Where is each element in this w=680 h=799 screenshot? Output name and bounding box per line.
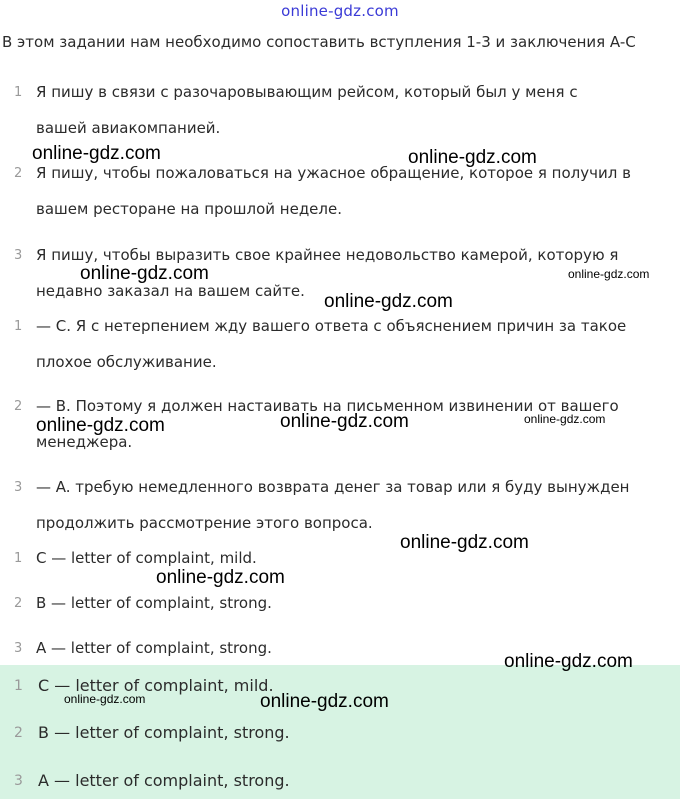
item-number: 3 [14, 480, 23, 495]
highlighted-answer-block [0, 665, 680, 799]
watermark: online-gdz.com [36, 415, 165, 436]
answer-text: C — letter of complaint, mild. [36, 549, 257, 567]
answer-text: A — letter of complaint, strong. [36, 639, 272, 657]
item-number: 3 [14, 773, 23, 789]
item-number: 1 [14, 319, 23, 334]
item-number: 3 [14, 248, 23, 263]
item-number: 2 [14, 166, 23, 181]
item-number: 2 [14, 399, 23, 414]
watermark: online-gdz.com [156, 567, 285, 588]
item-text-line: Я пишу, чтобы пожаловаться на ужасное обращение, которое я получил в [36, 164, 631, 182]
answer-text: A — letter of complaint, strong. [38, 771, 290, 790]
item-text-line: Я пишу, чтобы выразить свое крайнее недовольство камерой, которую я [36, 246, 619, 264]
item-text-line: Я пишу в связи с разочаровывающим рейсом, который был у меня с [36, 83, 578, 101]
answer-text: B — letter of complaint, strong. [36, 594, 272, 612]
watermark: online-gdz.com [64, 692, 146, 706]
watermark: online-gdz.com [32, 143, 161, 164]
item-number: 2 [14, 596, 23, 611]
item-text-line: вашей авиакомпанией. [36, 119, 221, 137]
watermark: online-gdz.com [324, 291, 453, 312]
item-text-line: — A. требую немедленного возврата денег за товар или я буду вынужден [36, 478, 630, 496]
watermark: online-gdz.com [280, 411, 409, 432]
item-text-line: недавно заказал на вашем сайте. [36, 282, 305, 300]
item-text-line: вашем ресторане на прошлой неделе. [36, 200, 342, 218]
watermark: online-gdz.com [504, 651, 633, 672]
item-number: 2 [14, 725, 23, 741]
watermark: online-gdz.com [568, 267, 650, 281]
watermark: online-gdz.com [400, 532, 529, 553]
item-text-line: менеджера. [36, 433, 133, 451]
watermark: online-gdz.com [80, 263, 209, 284]
item-number: 1 [14, 551, 23, 566]
item-text-line: — B. Поэтому я должен настаивать на письменном извинении от вашего [36, 397, 619, 415]
answer-text: C — letter of complaint, mild. [38, 676, 274, 695]
answer-text: B — letter of complaint, strong. [38, 723, 290, 742]
item-number: 1 [14, 678, 23, 694]
item-text-line: плохое обслуживание. [36, 353, 217, 371]
item-text-line: — C. Я с нетерпением жду вашего ответа с объяснением причин за такое [36, 317, 627, 335]
watermark: online-gdz.com [260, 691, 389, 712]
item-number: 1 [14, 85, 23, 100]
watermark: online-gdz.com [524, 412, 606, 426]
watermark: online-gdz.com [408, 147, 537, 168]
site-title[interactable]: online-gdz.com [281, 2, 399, 20]
item-number: 3 [14, 641, 23, 656]
task-intro: В этом задании нам необходимо сопоставить вступления 1-3 и заключения A-C [2, 33, 636, 51]
item-text-line: продолжить рассмотрение этого вопроса. [36, 514, 373, 532]
